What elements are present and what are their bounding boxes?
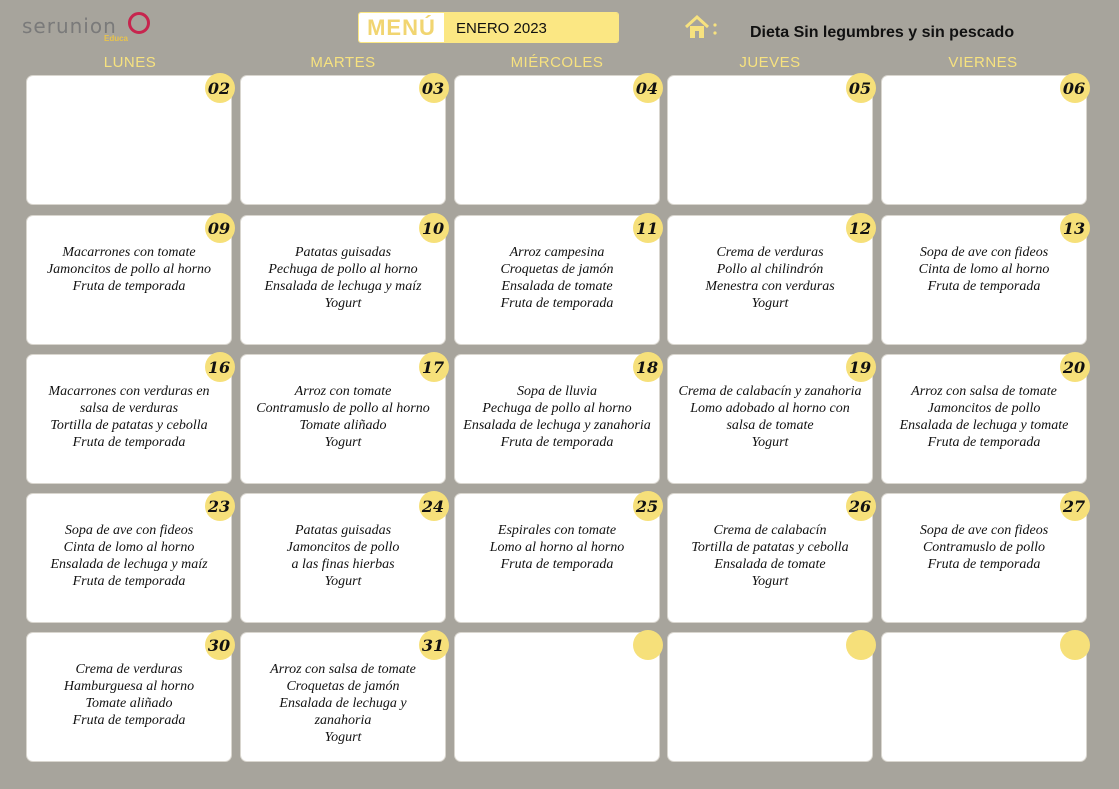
date-badge — [205, 213, 235, 243]
day-cell — [667, 493, 873, 623]
day-cell — [26, 632, 232, 762]
dish-item: Jamoncitos de pollo — [927, 401, 1041, 416]
dish-item: Yogurt — [324, 435, 362, 450]
dish-item: Tomate aliñado — [299, 418, 387, 433]
date-badge — [1060, 352, 1090, 382]
date-number: 31 — [421, 635, 445, 655]
menu-month-box — [358, 12, 619, 43]
date-number: 11 — [635, 218, 659, 238]
date-badge — [846, 213, 876, 243]
date-number: 25 — [635, 496, 659, 516]
dish-list — [31, 244, 227, 295]
date-number: 10 — [421, 218, 445, 238]
dish-item: Ensalada de lechuga y tomate — [899, 418, 1069, 433]
date-badge — [419, 491, 449, 521]
day-cell — [26, 354, 232, 484]
dish-list — [886, 522, 1082, 573]
dish-item: Croquetas de jamón — [286, 679, 400, 694]
dish-item: Hamburguesa al horno — [63, 679, 195, 694]
dish-list — [459, 522, 655, 573]
day-cell — [240, 215, 446, 345]
menu-month: ENERO 2023 — [444, 13, 618, 42]
dish-item: Ensalada de tomate — [501, 279, 613, 294]
day-cell — [240, 75, 446, 205]
day-cell — [881, 215, 1087, 345]
dish-item: Sopa de ave con fideos — [64, 523, 194, 538]
dish-item: Fruta de temporada — [72, 574, 186, 589]
date-number: 12 — [848, 218, 872, 238]
diet-title: Dieta Sin legumbres y sin pescado — [750, 24, 1015, 41]
dish-item: Pechuga de pollo al horno — [268, 262, 418, 277]
dish-item: Sopa de ave con fideos — [919, 245, 1049, 260]
date-number: 13 — [1062, 218, 1086, 238]
dish-item: salsa de tomate — [726, 418, 814, 433]
dish-item: Menestra con verduras — [705, 279, 835, 294]
date-badge — [1060, 630, 1090, 660]
dish-item: Yogurt — [324, 296, 362, 311]
dish-list — [245, 661, 441, 746]
dish-item: Sopa de ave con fideos — [919, 523, 1049, 538]
dish-item: Yogurt — [751, 435, 789, 450]
weekday-header-miercoles: MIÉRCOLES — [510, 54, 604, 71]
day-cell — [667, 215, 873, 345]
dish-item: Cinta de lomo al horno — [918, 262, 1050, 277]
weekday-headers — [26, 54, 1088, 72]
dish-item: Arroz con salsa de tomate — [911, 384, 1057, 399]
date-badge — [419, 352, 449, 382]
day-cell — [667, 632, 873, 762]
date-number: 24 — [421, 496, 445, 516]
dish-item: Fruta de temporada — [927, 557, 1041, 572]
dish-item: Macarrones con tomate — [62, 245, 196, 260]
date-number: 04 — [635, 78, 659, 98]
day-cell — [240, 632, 446, 762]
date-badge — [419, 213, 449, 243]
dish-item: Pechuga de pollo al horno — [482, 401, 632, 416]
date-badge — [846, 630, 876, 660]
dish-item: Arroz con salsa de tomate — [270, 662, 416, 677]
day-cell — [454, 354, 660, 484]
date-badge — [1060, 73, 1090, 103]
dish-list — [886, 244, 1082, 295]
day-cell — [881, 75, 1087, 205]
dish-item: Fruta de temporada — [72, 279, 186, 294]
home-icon — [684, 14, 720, 42]
day-cell — [881, 632, 1087, 762]
dish-item: Contramuslo de pollo — [922, 540, 1046, 555]
dish-item: Fruta de temporada — [500, 557, 614, 572]
date-badge — [633, 491, 663, 521]
dish-item: Ensalada de tomate — [714, 557, 826, 572]
date-number: 16 — [207, 357, 231, 377]
dish-list — [245, 522, 441, 590]
weekday-header-viernes: VIERNES — [948, 54, 1018, 71]
dish-item: Pollo al chilindrón — [716, 262, 824, 277]
dish-list — [672, 383, 868, 451]
day-cell — [881, 354, 1087, 484]
dish-item: Tortilla de patatas y cebolla — [691, 540, 849, 555]
menu-label: MENÚ — [359, 13, 444, 42]
dish-item: Patatas guisadas — [294, 245, 392, 260]
date-badge — [846, 491, 876, 521]
date-badge — [633, 630, 663, 660]
dish-list — [31, 383, 227, 451]
dish-item: Yogurt — [751, 574, 789, 589]
dish-item: Arroz campesina — [509, 245, 605, 260]
date-badge — [1060, 213, 1090, 243]
day-cell — [240, 354, 446, 484]
day-cell — [26, 493, 232, 623]
day-cell — [454, 493, 660, 623]
weekday-header-jueves: JUEVES — [739, 54, 801, 71]
date-number: 27 — [1062, 496, 1086, 516]
date-badge — [846, 73, 876, 103]
day-cell — [667, 75, 873, 205]
dish-item: Macarrones con verduras en — [48, 384, 210, 399]
dish-item: Contramuslo de pollo al horno — [256, 401, 430, 416]
weekday-header-lunes: LUNES — [103, 54, 157, 71]
dish-item: Crema de verduras — [75, 662, 183, 677]
date-badge — [205, 352, 235, 382]
dish-item: Cinta de lomo al horno — [63, 540, 195, 555]
date-number: 18 — [635, 357, 659, 377]
dish-list — [672, 244, 868, 312]
date-badge — [205, 491, 235, 521]
dish-item: zanahoria — [314, 713, 372, 728]
date-number: 19 — [848, 357, 872, 377]
dish-item: Lomo adobado al horno con — [690, 401, 850, 416]
dish-item: Ensalada de lechuga y zanahoria — [463, 418, 651, 433]
date-number: 02 — [207, 78, 231, 98]
dish-item: Tomate aliñado — [85, 696, 173, 711]
dish-item: Jamoncitos de pollo al horno — [46, 262, 212, 277]
dish-item: salsa de verduras — [79, 401, 179, 416]
dish-list — [245, 244, 441, 312]
serunion-logo — [22, 12, 162, 46]
dish-item: Yogurt — [324, 574, 362, 589]
date-badge — [1060, 491, 1090, 521]
date-number: 06 — [1062, 78, 1086, 98]
dish-item: Tortilla de patatas y cebolla — [50, 418, 208, 433]
dish-item: Crema de verduras — [716, 245, 824, 260]
dish-list — [31, 522, 227, 590]
dish-item: Yogurt — [751, 296, 789, 311]
dish-item: Fruta de temporada — [927, 279, 1041, 294]
logo-subtitle: Educa — [104, 34, 129, 43]
dish-item: Crema de calabacín — [713, 523, 827, 538]
date-badge — [846, 352, 876, 382]
date-badge — [633, 213, 663, 243]
dish-item: Fruta de temporada — [72, 435, 186, 450]
dish-list — [672, 522, 868, 590]
date-number: 17 — [421, 357, 445, 377]
date-number: 30 — [207, 635, 231, 655]
date-badge — [633, 352, 663, 382]
dish-item: Lomo al horno al horno — [489, 540, 625, 555]
dish-list — [245, 383, 441, 451]
dish-item: Croquetas de jamón — [500, 262, 614, 277]
dish-list — [31, 661, 227, 729]
date-number: 26 — [848, 496, 872, 516]
dish-item: Ensalada de lechuga y — [279, 696, 407, 711]
dish-item: Fruta de temporada — [500, 296, 614, 311]
day-cell — [881, 493, 1087, 623]
date-badge — [205, 73, 235, 103]
logo-mark-icon — [128, 12, 150, 34]
dish-item: Sopa de lluvia — [516, 384, 598, 399]
dish-item: a las finas hierbas — [291, 557, 395, 572]
date-badge — [419, 630, 449, 660]
dish-item: Jamoncitos de pollo — [286, 540, 400, 555]
day-cell — [454, 632, 660, 762]
date-badge — [205, 630, 235, 660]
dish-list — [459, 244, 655, 312]
date-badge — [633, 73, 663, 103]
dish-list — [459, 383, 655, 451]
dish-item: Ensalada de lechuga y maíz — [264, 279, 422, 294]
day-cell — [26, 75, 232, 205]
dish-list — [886, 383, 1082, 451]
logo-text: serunion — [22, 14, 117, 38]
dish-item: Crema de calabacín y zanahoria — [678, 384, 862, 399]
date-number: 05 — [848, 78, 872, 98]
dish-item: Patatas guisadas — [294, 523, 392, 538]
date-number: 23 — [207, 496, 231, 516]
dish-item: Fruta de temporada — [500, 435, 614, 450]
date-number: 03 — [421, 78, 445, 98]
date-badge — [419, 73, 449, 103]
day-cell — [26, 215, 232, 345]
day-cell — [240, 493, 446, 623]
dish-item: Fruta de temporada — [927, 435, 1041, 450]
dish-item: Espirales con tomate — [497, 523, 617, 538]
dish-item: Arroz con tomate — [294, 384, 392, 399]
day-cell — [667, 354, 873, 484]
weekday-header-martes: MARTES — [310, 54, 376, 71]
day-cell — [454, 75, 660, 205]
date-number: 09 — [207, 218, 231, 238]
dish-item: Ensalada de lechuga y maíz — [50, 557, 208, 572]
day-cell — [454, 215, 660, 345]
date-number: 20 — [1062, 357, 1086, 377]
dish-item: Yogurt — [324, 730, 362, 745]
dish-item: Fruta de temporada — [72, 713, 186, 728]
